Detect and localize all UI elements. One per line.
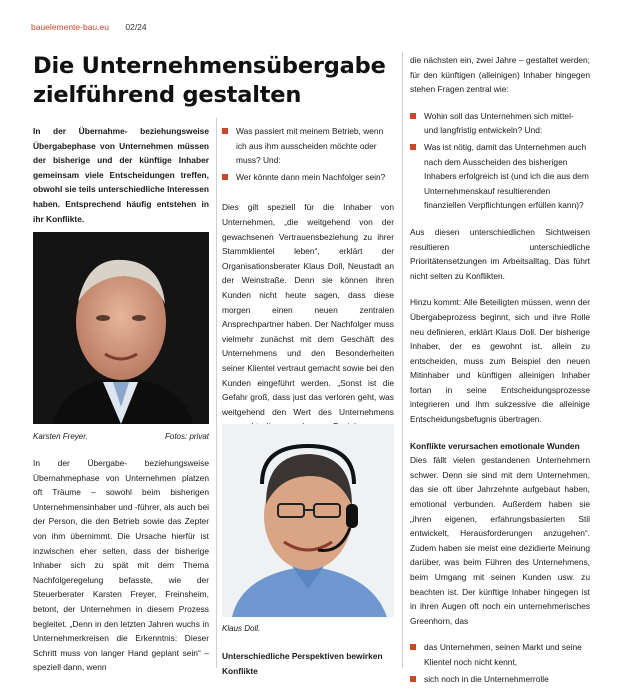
photo-credit: Fotos: privat [164,432,209,441]
list-item: das Unternehmen, seinen Markt und seine Klientel noch nicht kennt, [410,640,590,669]
column2-bullet-list [222,124,394,184]
page-header [31,22,147,32]
column1-body: In der Übergabe- beziehungsweise Übernahmephase von Unternehmen platzen oft Träume – sowohl beim bisherigen Unternehmensinhaber und -führer, als auch bei der Person, die den Betrieb sowie das Zepter von ihm übernimmt. Die Ursache hierfür ist inzwischen eher selten, dass der bisherige Inhaber sich zu spät mit dem Thema Nachfolgeregelung befasste, wie der Steuerberater Karsten Freyer, Freinsheim, betont, der Unternehmen in diesem Prozess begleitet. „Denn in den letzten Jahren wuchs in Unternehmerkreisen die Erkenntnis: Dieser Schritt muss von langer Hand geplant sein“ – speziell dann, wenn [33,458,209,673]
column2-body: Dies gilt speziell für die Inhaber von Unternehmen, „die weitgehend von der gewachsenen Vertrauensbeziehung zu ihrer Stammklientel leben“, erklärt der Organisationsberater Klaus Doll, Neustadt an der Weinstraße. Denn sie können ihren Kunden nicht heute sagen, dass diese morgen einen neuen zentralen Ansprechpartner haben. Der Nachfolger muss vielmehr zunächst mit dem Geschäft des Unternehmens und den Besonderheiten seiner Klientel vertraut gemacht sowie bei den Kunden eingeführt werden. „Sonst ist die Gefahr groß, dass just das verloren geht, was weitgehend den Wert des Unternehmens [222,202,394,417]
photo1-caption-row [33,432,209,441]
column2-top [222,124,394,448]
list-item: Wohin soll das Unternehmen sich mittel- und langfristig entwickeln? Und: [410,109,590,138]
article-title: Die Unternehmensübergabe zielführend gestalten [33,53,386,108]
list-item: Was ist nötig, damit das Unternehmen auch nach dem Ausscheiden des bisherigen Inhabers erfolgreich ist (und ich die aus dem Unternehmenskauf resultierenden finanziellen Verpflichtungen erfüllen kann)? [410,140,590,213]
column2-subheading: Unterschiedliche Perspektiven bewirken Konflikte [222,651,383,676]
column3-paragraph-3: Dies fällt vielen gestandenen Unternehmern schwer. Denn sie sind mit dem Unternehmen, das sie oft über Jahrzehnte aufgebaut haben, emotional verbunden. Außerdem haben sie „ihren eigenen, erfahrungsbasierten Stil entwickelt, Herausforderungen anzugehen“. Zudem haben sie meist eine dezidierte Meinung darüber, was beim Führen des Unternehmens, beim Umgang mit seinen Kunden usw. zu beachten ist. Der künftige Inhaber hingegen ist in ihren Augen oft noch ein unternehmerisches Greenhorn, das [410,455,590,626]
column3-paragraph-1: Aus diesen unterschiedlichen Sichtweisen resultieren unterschiedliche Prioritätensetzungen im Arbeitsalltag. Das führt nicht selten zu Konflikten. [410,226,590,281]
site-name: bauelemente-bau.eu [31,22,109,32]
portrait-photo-klaus-doll [222,424,394,617]
column3-bullet-list-1 [410,109,590,213]
portrait-illustration [222,424,394,617]
column-divider-1 [216,118,217,668]
photo1-caption: Karsten Freyer. [33,432,88,441]
portrait-photo-karsten-freyer [33,232,209,424]
article-lead: In der Übernahme- beziehungsweise Übergabephase von Unternehmen müssen der bisherige und der künftige Inhaber gemeinsam viele Entscheidungen treffen, obwohl sie teils unterschiedliche Interessen haben. Entsprechend häufig entstehen in ihr Konflikte. [33,126,209,224]
issue-number: 02/24 [125,22,147,32]
column3-paragraph-2: Hinzu kommt: Alle Beteiligten müssen, wenn der Übergabeprozess beginnt, sich und ihre Rolle neu definieren, erklärt Klaus Doll. Der bisherige Inhaber, der es gewohnt ist, allein zu entscheiden, muss zum Beispiel den neuen Mitinhaber und künftigen alleinigen Inhaber fortan in seine Entscheidungsprozesse integrieren und ihm sukzessive die alleinige Entscheidungsbefugnis übertragen. [410,297,590,425]
portrait-illustration [33,232,209,424]
column3-intro: die nächsten ein, zwei Jahre – gestaltet werden; für den künftigen (alleinigen) Inhaber hingegen stehen Fragen zentral wie: [410,55,590,95]
list-item: Wer könnte dann mein Nachfolger sein? [222,170,394,185]
column-divider-2 [402,52,403,668]
column3-bullet-list-2 [410,640,590,686]
column3-subheading: Konflikte verursachen emotionale Wunden [410,440,580,451]
list-item: Was passiert mit meinem Betrieb, wenn ich aus ihm ausscheiden möchte oder muss? Und: [222,124,394,168]
column3 [410,53,590,688]
list-item: sich noch in die Unternehmerrolle [410,672,590,687]
photo2-caption: Klaus Doll. [222,624,261,633]
